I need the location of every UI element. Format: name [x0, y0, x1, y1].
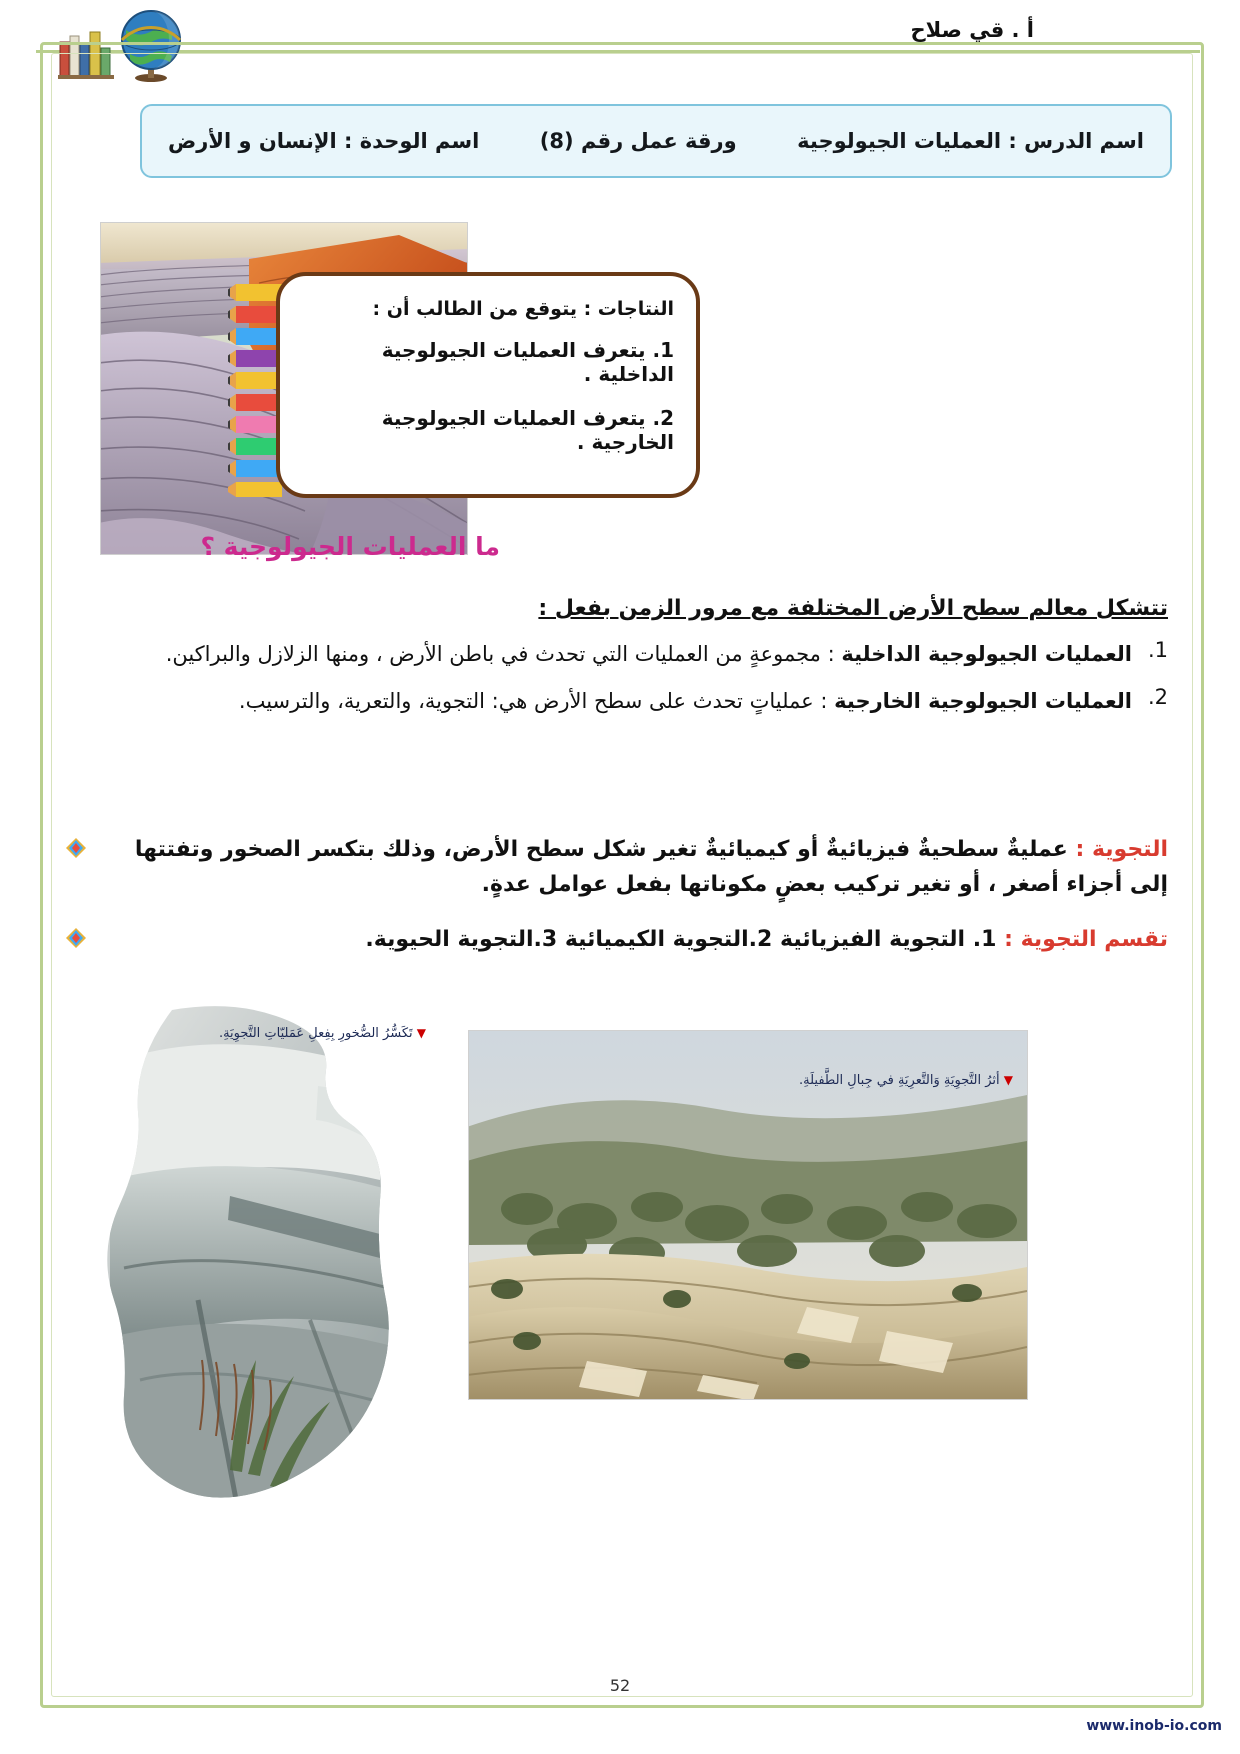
caption-triangle-icon: ▼ [1003, 1073, 1013, 1087]
definition-term: تقسم التجوية : [1004, 927, 1168, 952]
caption-triangle-icon: ▼ [416, 1026, 426, 1040]
worksheet-number: ورقة عمل رقم (8) [539, 129, 737, 153]
unit-name: اسم الوحدة : الإنسان و الأرض [168, 129, 480, 153]
website-watermark: www.inob-io.com [1086, 1718, 1222, 1734]
outcomes-box [276, 272, 700, 498]
list-item-number: 1. [1147, 638, 1168, 662]
list-item-number: 2. [1147, 684, 1168, 709]
outcome-item-1: 1. يتعرف العمليات الجيولوجية الداخلية . [381, 338, 674, 386]
boulder-caption: ▼ تَكَسُّرُ الصُّخورِ بِفِعلِ عَمَليّاتِ التَّجوِيَةِ. [218, 1026, 426, 1041]
list-item-text: : مجموعةٍ من العمليات التي تحدث في باطن الأرض ، ومنها الزلازل والبراكين. [165, 642, 835, 666]
bullet-diamond-icon [66, 838, 86, 858]
bullet-diamond-icon [66, 928, 86, 948]
geological-processes-list [82, 638, 1168, 731]
list-item [82, 685, 1168, 718]
section-lead-text: تتشكل معالم سطح الأرض المختلفة مع مرور الزمن بفعل : [538, 596, 1168, 621]
cracked-boulder-photo [80, 1000, 430, 1510]
list-item [82, 638, 1168, 671]
outcome-item-2: 2. يتعرف العمليات الجيولوجية الخارجية . [381, 406, 674, 454]
list-item-term: العمليات الجيولوجية الخارجية [834, 688, 1132, 713]
teacher-name: أ . قي صلاح [910, 18, 1034, 42]
page-number: 52 [609, 1676, 631, 1695]
definition-text: 1. التجوية الفيزيائية 2.التجوية الكيميائية 3.التجوية الحيوية. [365, 927, 1005, 952]
list-item-term: العمليات الجيولوجية الداخلية [841, 642, 1132, 666]
definition-text: عمليةٌ سطحيةٌ فيزيائيةٌ أو كيميائيةٌ تغير شكل سطح الأرض، وذلك بتكسر الصخور وتفتتها إلى أجزاء أصغر ، أو تغير تركيب بعضٍ مكوناتها بفعل عوامل عدةٍ. [134, 837, 1168, 898]
outcomes-title: النتاجات : يتوقع من الطالب أن : [372, 298, 674, 320]
pencils-icon [228, 278, 282, 498]
learning-outcomes [228, 272, 700, 518]
definition-term: التجوية : [1075, 837, 1168, 862]
worksheet-info-box [140, 104, 1172, 178]
hills-caption: ▼ أثرُ التَّجوِيَةِ وَالتَّعرِيَةِ في جِبالِ الطَّفيلَةِ. [799, 1073, 1013, 1088]
tafila-mountains-photo [468, 1030, 1028, 1400]
section-question-heading: ما العمليات الجيولوجية ؟ [200, 532, 500, 561]
lesson-name: اسم الدرس : العمليات الجيولوجية [797, 129, 1144, 153]
definition-weathering [100, 832, 1168, 902]
definition-weathering-types [100, 922, 1168, 957]
list-item-text: : عملياتٍ تحدث على سطح الأرض هي: التجوية، والتعرية، والترسيب. [238, 688, 828, 713]
